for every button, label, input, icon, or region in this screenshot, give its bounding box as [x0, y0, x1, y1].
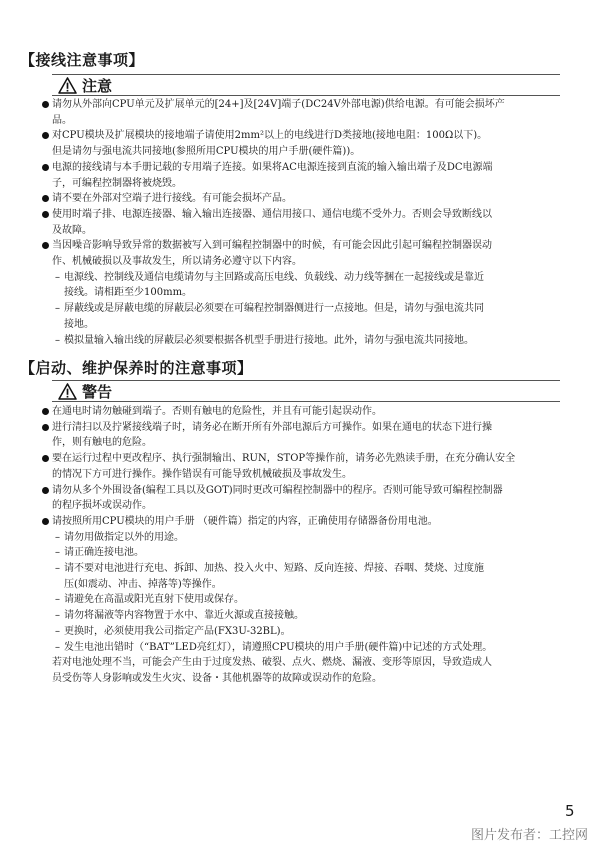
- item-text: 请按照所用CPU模块的用户手册 （硬件篇）指定的内容，正确使用存储器备份用电池。: [52, 515, 438, 527]
- sub-item: [52, 545, 564, 561]
- bullet-item: [52, 191, 564, 207]
- sub-item-continuation: [52, 285, 564, 301]
- item-text: 请不要在外部对空端子进行接线。有可能会损坏产品。: [52, 193, 292, 205]
- item-continuation: [52, 671, 564, 687]
- item-text: 屏蔽线或是屏蔽电缆的屏蔽层必须要在可编程控制器侧进行一点接地。但是，请勿与强电流共同: [64, 303, 484, 315]
- bullet-item: [52, 160, 564, 176]
- dash-marker: –: [55, 303, 60, 315]
- item-text: 电源线、控制线及通信电缆请勿与主回路或高压电线、负载线、动力线等捆在一起接线或是靠近: [64, 271, 484, 283]
- dash-marker: –: [55, 563, 60, 575]
- sub-item: [52, 592, 564, 608]
- page-number: 5: [565, 802, 575, 820]
- bullet-dot-icon: [42, 408, 49, 415]
- item-text: 的程序损坏或误动作。: [52, 500, 152, 512]
- item-text: 请勿用做指定以外的用途。: [64, 531, 184, 543]
- bullet-dot-icon: [42, 132, 49, 139]
- item-text: 压(如震动、冲击、掉落等)等操作。: [64, 578, 222, 590]
- item-text: 请避免在高温或阳光直射下使用或保存。: [64, 594, 244, 606]
- item-continuation: [52, 467, 564, 483]
- item-text: 更换时，必须使用我公司指定产品(FX3U-32BL)。: [64, 625, 291, 637]
- item-text: 品。: [52, 114, 72, 126]
- item-text: 当因噪音影响导致异常的数据被写入到可编程控制器中的时候，有可能会因此引起可编程控制器误动: [52, 240, 492, 252]
- dash-marker: –: [55, 625, 60, 637]
- item-text: 请不要对电池进行充电、拆卸、加热、投入火中、短路、反向连接、焊接、吞咽、焚烧、过度施: [64, 563, 484, 575]
- item-text: 作，则有触电的危险。: [52, 437, 152, 449]
- dash-marker: –: [55, 334, 60, 346]
- item-text: 员受伤等人身影响或发生火灾、设备・其他机器等的故障或误动作的危险。: [52, 672, 382, 684]
- item-text: 若对电池处理不当，可能会产生由于过度发热、破裂、点火、燃烧、漏液、变形等原因，导致造成人: [52, 657, 492, 669]
- item-text: 进行清扫以及拧紧接线端子时，请务必在断开所有外部电源后方可操作。如果在通电的状态下进行操: [52, 421, 492, 433]
- item-text: 作、机械破损以及事故发生，所以请务必遵守以下内容。: [52, 256, 302, 268]
- dash-marker: –: [55, 271, 60, 283]
- caution-banner: [52, 74, 560, 96]
- bullet-item: [52, 483, 564, 499]
- bullet-item: [52, 207, 564, 223]
- wiring-precautions-list: [52, 97, 564, 348]
- bullet-dot-icon: [42, 455, 49, 462]
- item-continuation: [52, 113, 564, 129]
- warning-banner: [52, 380, 560, 402]
- dash-marker: –: [55, 610, 60, 622]
- item-text: 发生电池出错时（“BAT”LED亮红灯），请遵照CPU模块的用户手册(硬件篇)中记述的方式处理。: [64, 641, 493, 653]
- startup-maintenance-list: [52, 404, 564, 687]
- item-continuation: [52, 144, 564, 160]
- warning-triangle-icon: [58, 77, 77, 94]
- bullet-dot-icon: [42, 101, 49, 108]
- publisher-watermark: 图片发布者：工控网: [470, 828, 588, 843]
- sub-item: [52, 561, 564, 577]
- sub-item: [52, 270, 564, 286]
- item-continuation: [52, 498, 564, 514]
- dash-marker: –: [55, 531, 60, 543]
- bullet-dot-icon: [42, 424, 49, 431]
- item-continuation: [52, 176, 564, 192]
- item-continuation: [52, 254, 564, 270]
- bullet-dot-icon: [42, 211, 49, 218]
- item-text: 接线。请相距至少100mm。: [64, 287, 193, 299]
- item-text: 的情况下方可进行操作。操作错误有可能导致机械破损及事故发生。: [52, 468, 352, 480]
- item-text: 请正确连接电池。: [64, 547, 144, 559]
- sub-item-continuation: [52, 317, 564, 333]
- item-text: 及故障。: [52, 224, 92, 236]
- item-text: 使用时端子排、电源连接器、输入输出连接器、通信用接口、通信电缆不受外力。否则会导致断线以: [52, 208, 492, 220]
- bullet-dot-icon: [42, 242, 49, 249]
- section-title-startup-maintenance: 【启动、维护保养时的注意事项】: [20, 359, 253, 377]
- item-continuation: [52, 655, 564, 671]
- bullet-dot-icon: [42, 487, 49, 494]
- bullet-item: [52, 451, 564, 467]
- caution-label: 注意: [82, 76, 113, 95]
- item-text: 要在运行过程中更改程序、执行强制输出、RUN，STOP等操作前，请务必先熟读手册，在充分确认安全: [52, 453, 516, 465]
- sub-item-continuation: [52, 577, 564, 593]
- dash-marker: –: [55, 547, 60, 559]
- bullet-dot-icon: [42, 518, 49, 525]
- dash-marker: –: [55, 641, 60, 653]
- item-text: 子，可编程控制器将被烧毁。: [52, 177, 182, 189]
- bullet-dot-icon: [42, 164, 49, 171]
- item-text: 对CPU模块及扩展模块的接地端子请使用2mm²以上的电线进行D类接地(接地电阻：100Ω以下)。: [52, 130, 488, 142]
- bullet-dot-icon: [42, 195, 49, 202]
- sub-item: [52, 333, 564, 349]
- item-text: 但是请勿与强电流共同接地(参照所用CPU模块的用户手册(硬件篇))。: [52, 146, 361, 158]
- bullet-item: [52, 420, 564, 436]
- sub-item: [52, 301, 564, 317]
- item-text: 请勿从外部向CPU单元及扩展单元的[24+]及[24V]端子(DC24V外部电源)供给电源。有可能会损坏产: [52, 99, 505, 110]
- dash-marker: –: [55, 594, 60, 606]
- section-title-wiring: 【接线注意事项】: [20, 51, 145, 69]
- item-continuation: [52, 435, 564, 451]
- item-text: 电源的接线请与本手册记载的专用端子连接。如果将AC电源连接到直流的输入输出端子及DC电源端: [52, 161, 493, 173]
- sub-item: [52, 624, 564, 640]
- bullet-item: [52, 404, 564, 420]
- bullet-item: [52, 238, 564, 254]
- bullet-item: [52, 514, 564, 530]
- bullet-item: [52, 97, 564, 113]
- item-text: 模拟量输入输出线的屏蔽层必须要根据各机型手册进行接地。此外，请勿与强电流共同接地。: [64, 334, 474, 346]
- item-continuation: [52, 223, 564, 239]
- item-text: 在通电时请勿触碰到端子。否则有触电的危险性，并且有可能引起误动作。: [52, 406, 382, 417]
- bullet-item: [52, 128, 564, 144]
- warning-label: 警告: [82, 382, 113, 401]
- item-text: 请勿从多个外围设备(编程工具以及GOT)同时更改可编程控制器中的程序。否则可能导致可编程控制器: [52, 484, 503, 496]
- sub-item: [52, 640, 564, 656]
- warning-triangle-icon: [58, 383, 77, 400]
- item-text: 接地。: [64, 318, 94, 330]
- sub-item: [52, 608, 564, 624]
- item-text: 请勿将漏液等内容物置于水中、靠近火源或直接接触。: [64, 610, 304, 622]
- sub-item: [52, 530, 564, 546]
